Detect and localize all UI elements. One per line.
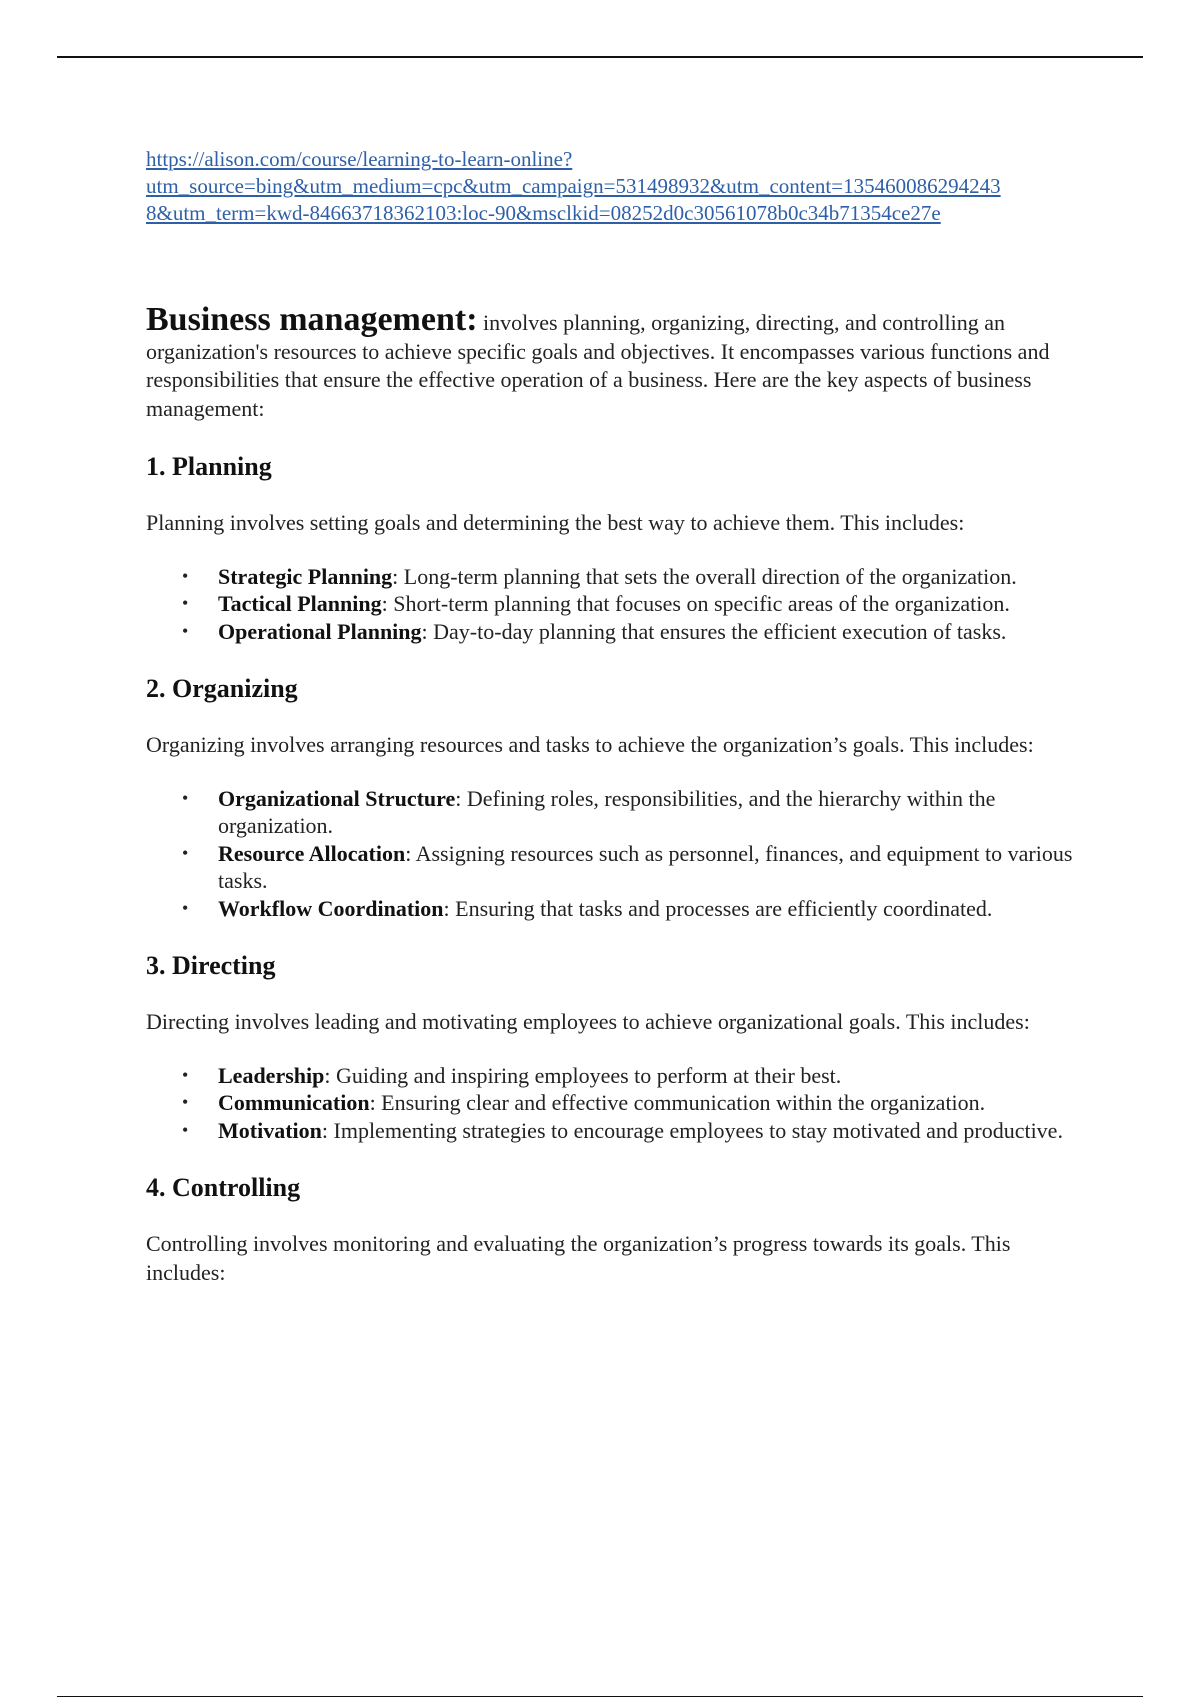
list-item (182, 1062, 1076, 1090)
document-body (146, 146, 1076, 1287)
course-link-line: utm_source=bing&utm_medium=cpc&utm_campaign=531498932&utm_content=135460086294243 (146, 174, 1001, 198)
item-term: Organizational Structure (218, 785, 456, 811)
list-item (182, 1117, 1076, 1145)
intro-text: involves planning, organizing, directing, and controlling an organization's resources to achieve specific goals and objectives. It encompasses various functions and responsibilities that ensure the effective operation of a business. Here are the key aspects of business management: (146, 310, 1050, 421)
bullet-icon: • (182, 1064, 189, 1085)
item-text: : Assigning resources such as personnel, finances, and equipment to various tasks. (218, 840, 1073, 893)
list-item (182, 785, 1076, 840)
item-term: Leadership (218, 1062, 325, 1088)
list-item (182, 1089, 1076, 1117)
list-item (182, 895, 1076, 923)
bullet-icon: • (182, 620, 189, 641)
section-text: Controlling involves monitoring and evaluating the organization’s progress towards its goals. This includes: (146, 1231, 1011, 1285)
bullet-icon: • (182, 565, 189, 586)
section-heading: 1. Planning (146, 452, 272, 481)
bullet-icon: • (182, 787, 189, 808)
section-heading: 2. Organizing (146, 674, 298, 703)
item-text: : Guiding and inspiring employees to perform at their best. (324, 1062, 842, 1088)
header-rule (57, 56, 1143, 58)
bullet-list (146, 785, 1076, 923)
list-item (182, 840, 1076, 895)
section-text: Directing involves leading and motivating employees to achieve organizational goals. This includes: (146, 1009, 1030, 1034)
item-text: : Ensuring that tasks and processes are efficiently coordinated. (443, 895, 993, 921)
item-term: Operational Planning (218, 618, 422, 644)
list-item (182, 563, 1076, 591)
item-term: Tactical Planning (218, 591, 382, 616)
item-term: Motivation (218, 1117, 322, 1143)
item-term: Workflow Coordination (218, 895, 444, 921)
item-text: : Implementing strategies to encourage employees to stay motivated and productive. (321, 1117, 1063, 1143)
item-text: : Defining roles, responsibilities, and the hierarchy within the organization. (218, 785, 996, 838)
course-link-line: https://alison.com/course/learning-to-learn-online? (146, 147, 573, 171)
course-link-line: 8&utm_term=kwd-84663718362103:loc-90&msclkid=08252d0c30561078b0c34b71354ce27e (146, 201, 941, 225)
bullet-icon: • (182, 1092, 189, 1112)
section-heading: 3. Directing (146, 951, 276, 980)
intro-term: Business management: (146, 301, 478, 338)
bullet-list (146, 563, 1076, 646)
bullet-list (146, 1062, 1076, 1145)
list-item (182, 590, 1076, 618)
section-heading: 4. Controlling (146, 1173, 301, 1202)
list-item (182, 618, 1076, 646)
item-text: : Ensuring clear and effective communication within the organization. (369, 1090, 986, 1115)
course-link[interactable] (146, 146, 1076, 227)
section-text: Planning involves setting goals and determining the best way to achieve them. This includes: (146, 510, 965, 535)
item-text: : Short-term planning that focuses on specific areas of the organization. (381, 591, 1010, 616)
bullet-icon: • (182, 593, 189, 613)
item-term: Communication (218, 1090, 370, 1115)
footer-rule (57, 1696, 1143, 1697)
item-text: : Long-term planning that sets the overall direction of the organization. (392, 563, 1017, 589)
item-text: : Day-to-day planning that ensures the efficient execution of tasks. (421, 618, 1007, 644)
section-text: Organizing involves arranging resources and tasks to achieve the organization’s goals. This includes: (146, 732, 1034, 757)
item-term: Strategic Planning (218, 563, 393, 589)
bullet-icon: • (182, 897, 189, 918)
bullet-icon: • (182, 1119, 189, 1140)
intro-paragraph (146, 301, 1076, 423)
item-term: Resource Allocation (218, 840, 406, 866)
bullet-icon: • (182, 842, 189, 863)
